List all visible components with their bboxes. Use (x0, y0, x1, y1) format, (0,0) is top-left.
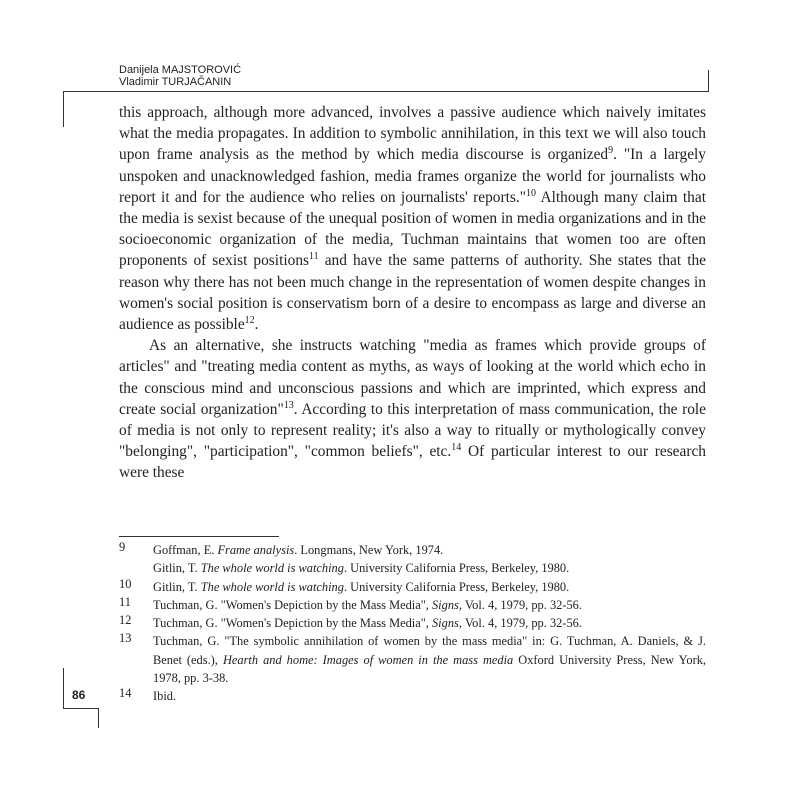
footnote-title: Signs (431, 616, 459, 631)
footnote (119, 541, 706, 559)
author-1: Danijela MAJSTOROVIĆ (119, 64, 242, 76)
footnote-separator (119, 536, 279, 537)
footnote-title: Frame analysis (217, 543, 295, 557)
footnote-text: . University California Press, Berkeley, 1980. (343, 561, 570, 576)
footnote (119, 578, 706, 596)
footnote-text: Gitlin, T. (153, 579, 201, 594)
footnote-ref: 13 (283, 399, 294, 411)
footnote-title: The whole world is watching (200, 561, 344, 576)
page-number: 86 (72, 688, 86, 702)
footnote (119, 632, 706, 687)
footnote-title: Signs (431, 597, 459, 612)
footnote-text: Tuchman, G. "Women's Depiction by the Mass Media", (153, 616, 432, 631)
footnote-number: 12 (119, 613, 132, 628)
footnote (119, 614, 706, 632)
header-rule (63, 91, 709, 92)
footnote-number: 10 (119, 576, 132, 591)
footnote-text: . Longmans, New York, 1974. (294, 543, 444, 557)
header-rule-left-tick (63, 91, 64, 127)
footnote-text: Tuchman, G. "The symbolic annihilation of women by the mass media" in: G. Tuchman, A. Daniels, & J. Benet (eds.), (153, 634, 706, 667)
footnote-text: . University California Press, Berkeley, 1980. (343, 579, 570, 594)
footnote-number: 14 (119, 686, 132, 701)
text-span: and have the same patterns of authority. She states that the reason why there has not been much change in the representation of women despite changes in women's social position is conservatism born of a desire to encompass as large and diverse an audience as possible (119, 252, 707, 334)
page-number-rule-horizontal (63, 708, 98, 709)
footnote-title: The whole world is watching (200, 579, 344, 594)
running-header (119, 64, 241, 88)
footnote-ref: 9 (608, 145, 614, 157)
footnote-text: , Vol. 4, 1979, pp. 32-56. (458, 616, 582, 631)
text-span: Of particular interest to our research were these (119, 443, 706, 482)
footnote-ref: 14 (451, 442, 462, 454)
footnote-text: Oxford University Press, New York, 1978, pp. 3-38. (153, 652, 706, 686)
footnote-number: 11 (119, 594, 131, 609)
text-span: Although many claim that the media is sexist because of the unequal position of women in media organizations and in the socioeconomic organization of the media, Tuchman maintains that women too are often proponents of sexist positions (119, 188, 706, 270)
author-2: Vladimir TURJAČANIN (119, 76, 232, 88)
footnote (119, 559, 706, 577)
footnote-number: 13 (119, 631, 132, 646)
text-span: . According to this interpretation of mass communication, the role of media is not only to represent reality; it's also a way to ritually or mythologically convey "belonging", "participation", "common beliefs", etc. (119, 400, 707, 461)
footnote-ref: 10 (526, 187, 536, 199)
text-span: . "In a largely unspoken and unacknowledged fashion, media frames organize the world for journalists who report it and for the audience who relies on journalists' reports." (119, 146, 706, 206)
footnote-ref: 11 (309, 251, 319, 263)
main-text (119, 102, 706, 484)
footnote-text: Ibid. (153, 689, 177, 704)
footnote-ref: 12 (244, 314, 255, 326)
footnote (119, 596, 706, 614)
page-number-rule-vertical (63, 668, 64, 708)
footnotes (119, 541, 706, 706)
paragraph-2 (119, 335, 706, 483)
footnote-text: Goffman, E. (153, 543, 218, 557)
text-span: As an alternative, she instructs watching "media as frames which provide groups of articles" and "treating media content as myths, as ways of looking at the world which echo in the conscious mind and unconscious passions and which are imprinted, which express and create social organization" (119, 337, 706, 418)
footnote-text: Gitlin, T. (153, 561, 201, 576)
text-span: . (254, 316, 259, 334)
header-rule-right-tick (708, 70, 709, 92)
footnote-text: Tuchman, G. "Women's Depiction by the Mass Media", (153, 597, 432, 612)
footnote-number: 9 (119, 540, 126, 554)
footnote (119, 687, 706, 705)
paragraph-1 (119, 102, 706, 335)
footnote-title: Hearth and home: Images of women in the mass media (222, 652, 514, 667)
text-span: this approach, although more advanced, involves a passive audience which naively imitates what the media propagates. In addition to symbolic annihilation, in this text we will also touch upon frame analysis as the method by which media discourse is organized (119, 104, 706, 164)
page-number-rule-tick (98, 708, 99, 728)
footnote-text: , Vol. 4, 1979, pp. 32-56. (458, 597, 582, 612)
